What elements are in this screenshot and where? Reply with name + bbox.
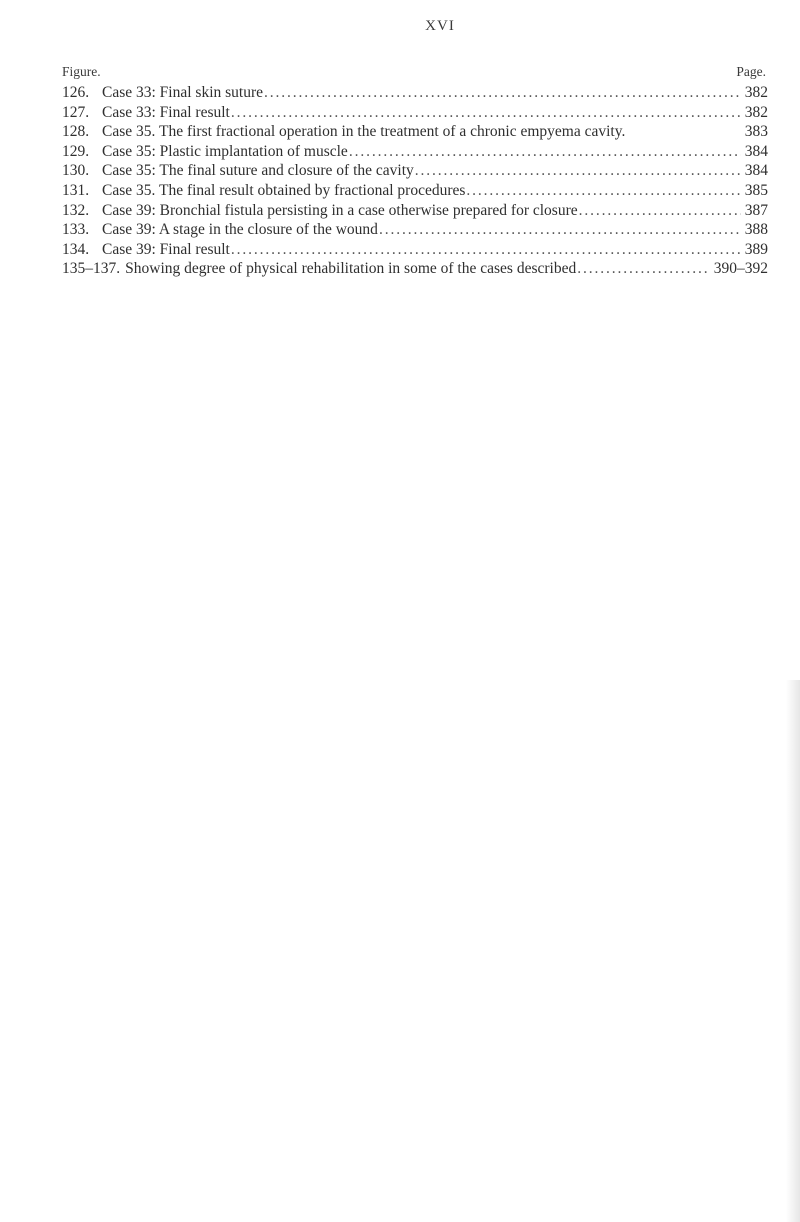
figure-caption: Case 39: Bronchial fistula persisting in a case otherwise prepared for closure [102,201,578,219]
figure-caption: Case 35. The final result obtained by fractional procedures [102,181,466,199]
dot-leader [379,220,741,240]
list-item [62,142,768,162]
figure-number: 128. [62,123,90,141]
dot-leader [264,83,741,103]
dot-leader [231,103,741,123]
figure-number: 131. [62,181,90,199]
figure-caption: Showing degree of physical rehabilitation in some of the cases described [125,260,577,278]
list-item [62,161,768,181]
figure-caption: Case 35: The final suture and closure of the cavity [102,162,414,180]
list-item [62,240,768,260]
figure-caption: Case 39: A stage in the closure of the wound [102,221,378,239]
figure-number: 126. [62,84,90,101]
page-number: XVI [425,18,455,34]
page-column-label: Page. [736,64,766,79]
figure-number: 134. [62,240,90,258]
figure-caption: Case 35: Plastic implantation of muscle [102,142,348,160]
page-reference: 389 [744,240,768,258]
page-reference: 387 [744,201,768,219]
page-reference: 383 [744,123,768,141]
dot-leader [466,181,740,201]
figure-column-label: Figure. [62,64,101,79]
list-of-figures [62,83,768,279]
list-item [62,103,768,123]
page-reference: 385 [744,181,768,199]
list-header [62,64,768,82]
page-edge-shadow [786,680,800,1222]
dot-leader [579,201,741,221]
figure-number: 135–137. [62,260,121,278]
list-item [62,201,768,221]
figure-number: 133. [62,221,90,239]
page-reference: 382 [744,103,768,121]
list-item [62,181,768,201]
page-reference: 384 [744,162,768,180]
list-item [62,259,768,279]
figure-number: 132. [62,201,90,219]
dot-leader [415,161,741,181]
page-reference: 382 [744,84,768,101]
dot-leader [349,142,741,162]
dot-leader [577,259,710,279]
page-reference: 390–392 [713,260,768,278]
figure-number: 127. [62,103,90,121]
page-reference: 388 [744,221,768,239]
page-reference: 384 [744,142,768,160]
figure-caption: Case 39: Final result [102,240,230,258]
figure-caption: Case 33: Final result [102,103,230,121]
list-item [62,122,768,142]
list-item [62,220,768,240]
figure-number: 129. [62,142,90,160]
list-item [62,83,768,103]
dot-leader [231,240,741,260]
figure-number: 130. [62,162,90,180]
figure-caption: Case 33: Final skin suture [102,84,264,101]
figure-caption: Case 35. The first fractional operation in the treatment of a chronic empyema cavity. [102,123,626,141]
